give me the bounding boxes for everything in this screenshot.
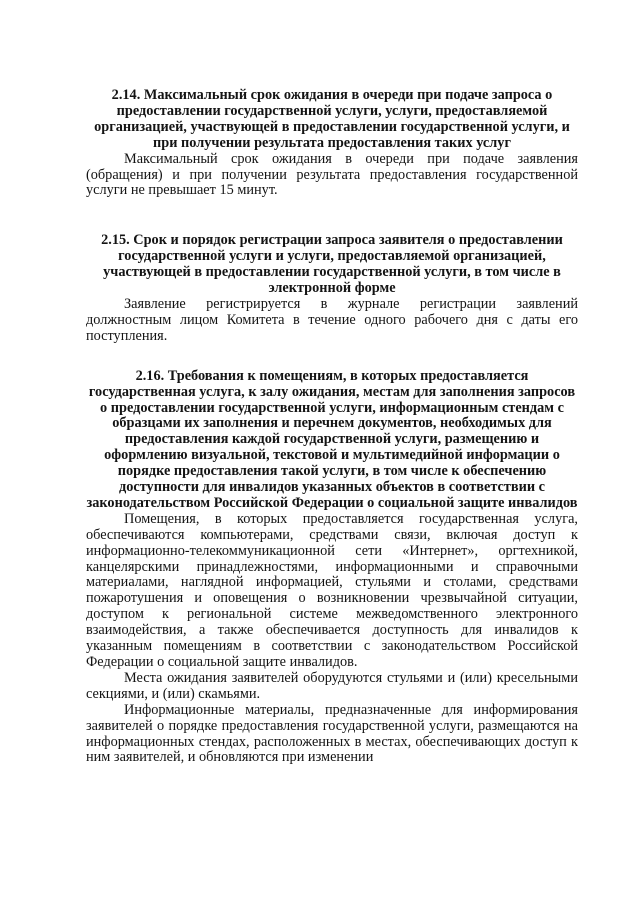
spacer	[86, 199, 578, 233]
section-paragraph: Информационные материалы, предназначенные для информирования заявителей о порядке предоставления государственной услуги, размещаются на информационных стендах, расположенных в местах, обеспечивающих доступ к ним заявителей, и обновляются при изменении	[86, 701, 578, 766]
section-paragraph: Места ожидания заявителей оборудуются стульями и (или) кресельными секциями, и (или) скамьями.	[86, 669, 578, 702]
section-2-16	[86, 369, 578, 767]
section-heading: 2.16. Требования к помещениям, в которых предоставляется государственная услуга, к залу ожидания, местам для заполнения запросов о предоставлении государственной услуги, информационным стендам с образцами их заполнения и перечнем документов, необходимых для предоставления каждой государственной услуги, размещению и оформлению визуальной, текстовой и мультимедийной информации о порядке предоставления такой услуги, в том числе к обеспечению доступности для инвалидов указанных объектов в соответствии с законодательством Российской Федерации о социальной защите инвалидов	[86, 367, 578, 511]
document-page	[86, 88, 578, 766]
section-paragraph: Помещения, в которых предоставляется государственная услуга, обеспечиваются компьютерами, средствами связи, включая доступ к информационно-телекоммуникационной сети «Интернет», оргтехникой, канцелярскими принадлежностями, информационными и справочными материалами, наглядной информацией, стульями и столами, средствами пожаротушения и оповещения о возникновении чрезвычайной ситуации, доступом к региональной системе межведомственного электронного взаимодействия, а также обеспечивается доступность для инвалидов к указанным помещениям в соответствии с законодательством Российской Федерации о социальной защите инвалидов.	[86, 510, 578, 670]
section-heading: 2.14. Максимальный срок ожидания в очереди при подаче запроса о предоставлении государственной услуги, услуги, предоставляемой организацией, участвующей в предоставлении государственной услуги, и при получении результата предоставления таких услуг	[94, 87, 570, 151]
section-2-15	[86, 233, 578, 344]
section-2-14	[86, 88, 578, 199]
section-paragraph: Максимальный срок ожидания в очереди при подаче заявления (обращения) и при получении результата предоставления государственной услуги не превышает 15 минут.	[86, 150, 578, 199]
spacer	[86, 345, 578, 369]
section-paragraph: Заявление регистрируется в журнале регистрации заявлений должностным лицом Комитета в течение одного рабочего дня с даты его поступления.	[86, 295, 578, 344]
section-heading: 2.15. Срок и порядок регистрации запроса заявителя о предоставлении государственной услуги и услуги, предоставляемой организацией, участвующей в предоставлении государственной услуги, в том числе в электронной форме	[101, 232, 563, 297]
